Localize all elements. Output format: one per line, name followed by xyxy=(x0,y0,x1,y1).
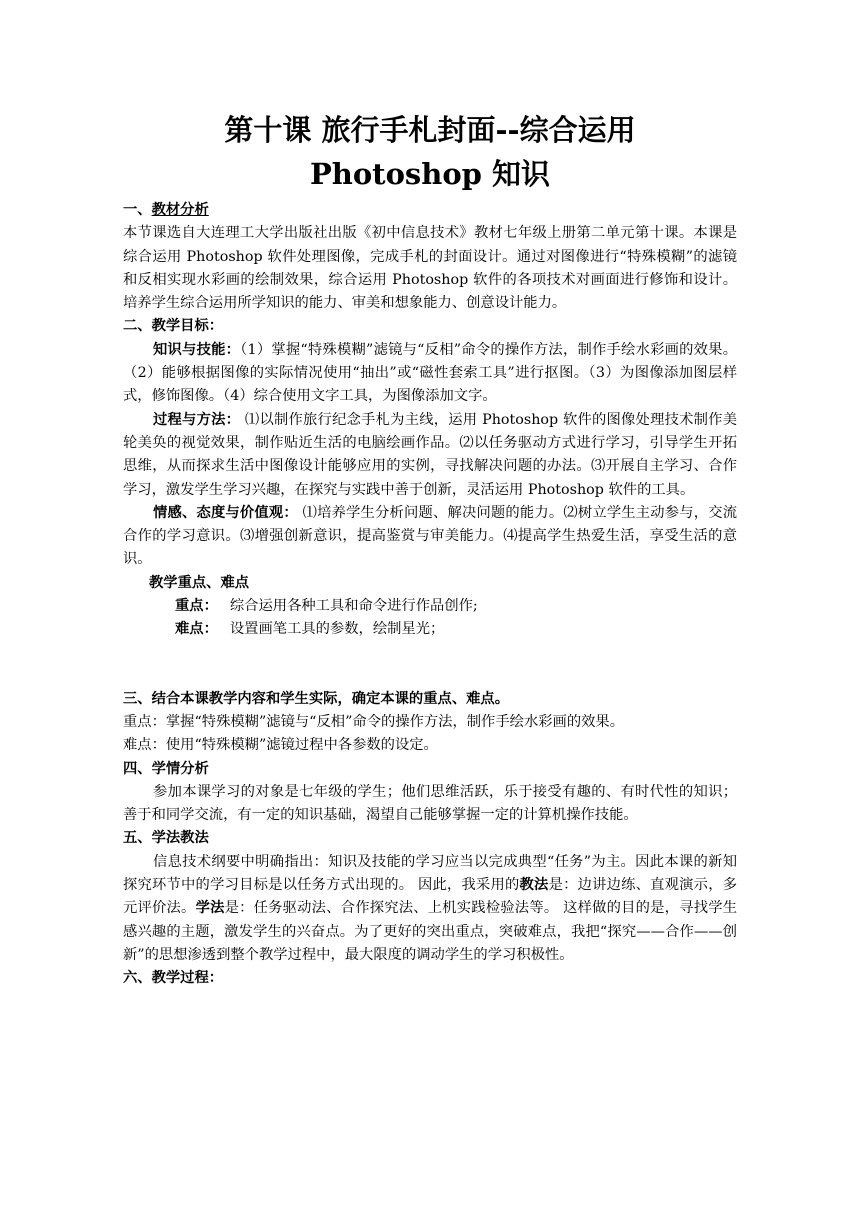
document-page xyxy=(123,108,737,991)
section-4-heading: 四、学情分析 xyxy=(123,760,209,777)
section-3-difficult-point: 难点：使用“特殊模糊”滤镜过程中各参数的设定。 xyxy=(123,737,438,754)
emotion-values-paragraph: 情感、态度与价值观： ⑴培养学生分析问题、解决问题的能力。⑵树立学生主动参与，交流合作的学习意识。⑶增强创新意识，提高鉴赏与审美能力。⑷提高学生热爱生活，享受生活的意识。 xyxy=(123,504,738,568)
section-4-body: 参加本课学习的对象是七年级的学生；他们思维活跃，乐于接受有趣的、有时代性的知识；善于和同学交流，有一定的知识基础，渴望自己能够掌握一定的计算机操作技能。 xyxy=(123,783,737,824)
section-5-heading: 五、学法教法 xyxy=(123,830,209,847)
key-difficult-heading: 教学重点、难点 xyxy=(149,574,250,591)
difficult-point-line: 难点： 设置画笔工具的参数，绘制星光； xyxy=(175,621,445,638)
section-3-heading: 三、结合本课教学内容和学生实际，确定本课的重点、难点。 xyxy=(123,690,510,707)
section-3-key-point: 重点：掌握“特殊模糊”滤镜与“反相”命令的操作方法，制作手绘水彩画的效果。 xyxy=(123,713,625,730)
section-6-heading: 六、教学过程： xyxy=(123,970,224,987)
section-5-body: 信息技术纲要中明确指出：知识及技能的学习应当以完成典型“任务”为主。因此本课的新知探究环节中的学习目标是以任务方式出现的。 因此，我采用的教法是：边讲边练、直观演示，多元评价法。学法是：任务驱动法、合作探究法、上机实践检验法等。 这样做的目的是，寻找学生感兴趣的主题，激发学生的兴奋点。为了更好的突出重点，突破难点，我把“探究——合作——创新”的思想渗透到整个教学过程中，最大限度的调动学生的学习积极性。 xyxy=(123,853,738,963)
document-title-line2: Photoshop 知识 xyxy=(309,157,551,191)
section-2-heading: 二、教学目标： xyxy=(123,318,224,335)
section-1-body: 本节课选自大连理工大学出版社出版《初中信息技术》教材七年级上册第二单元第十课。本课是综合运用 Photoshop 软件处理图像，完成手札的封面设计。通过对图像进行“特殊模糊”的滤镜和反相实现水彩画的绘制效果，综合运用 Photoshop 软件的各项技术对画面进行修饰和设计。培养学生综合运用所学知识的能力、审美和想象能力、创意设计能力。 xyxy=(123,225,737,312)
document-title: 第十课 旅行手札封面--综合运用 xyxy=(224,113,636,147)
process-method-paragraph: 过程与方法： ⑴以制作旅行纪念手札为主线，运用 Photoshop 软件的图像处理技术制作美轮美奂的视觉效果，制作贴近生活的电脑绘画作品。⑵以任务驱动方式进行学习，引导学生开拓思维，从而探求生活中图像设计能够应用的实例，寻找解决问题的办法。⑶开展自主学习、合作学习，激发学生学习兴趣，在探究与实践中善于创新，灵活运用 Photoshop 软件的工具。 xyxy=(123,411,738,498)
section-1-heading: 一、教材分析 xyxy=(123,202,209,218)
key-point-line: 重点： 综合运用各种工具和命令进行作品创作; xyxy=(175,598,478,615)
knowledge-skills-paragraph: 知识与技能：（1）掌握“特殊模糊”滤镜与“反相”命令的操作方法，制作手绘水彩画的效果。（2）能够根据图像的实际情况使用“抽出”或“磁性套索工具”进行抠图。（3）为图像添加图层样式，修饰图像。（4）综合使用文字工具，为图像添加文字。 xyxy=(123,341,738,405)
